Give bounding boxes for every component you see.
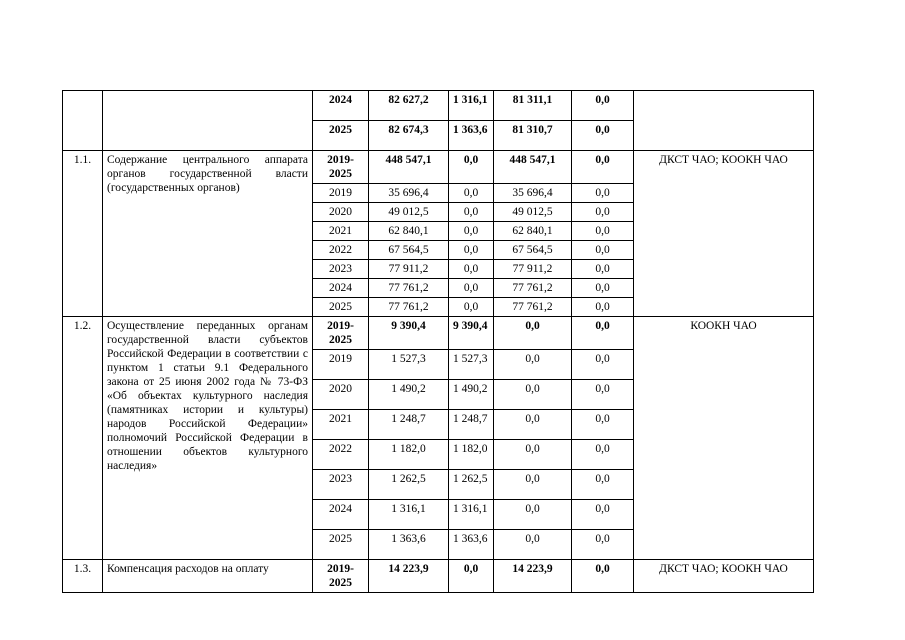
year-cell: 2025 (313, 530, 369, 560)
regional-cell: 67 564,5 (494, 241, 572, 260)
other-cell: 0,0 (572, 317, 634, 350)
regional-cell: 81 311,1 (494, 91, 572, 121)
other-cell: 0,0 (572, 241, 634, 260)
other-cell: 0,0 (572, 500, 634, 530)
year-cell: 2023 (313, 260, 369, 279)
section-number: 1.1. (63, 151, 103, 317)
total-cell: 35 696,4 (369, 184, 449, 203)
section-description: Осуществление переданных органам государственной власти субъектов Российской Федерации в соответствии с пунктом 1 статьи 9.1 Федерального закона от 25 июня 2002 года № 73-ФЗ «Об объектах культурного наследия (памятниках истории и культуры) народов Российской Федерации» полномочий Российской Федерации в отношении объектов культурного наследия» (103, 317, 313, 560)
responsible-cell (634, 91, 814, 151)
other-cell: 0,0 (572, 350, 634, 380)
federal-cell: 1 248,7 (449, 410, 494, 440)
year-cell: 2022 (313, 440, 369, 470)
year-cell: 2019 (313, 184, 369, 203)
regional-cell: 0,0 (494, 440, 572, 470)
table-row (63, 91, 814, 121)
responsible-cell: ДКСТ ЧАО; КООКН ЧАО (634, 560, 814, 593)
other-cell: 0,0 (572, 121, 634, 151)
regional-cell: 77 761,2 (494, 279, 572, 298)
federal-cell: 0,0 (449, 279, 494, 298)
section-number: 1.3. (63, 560, 103, 593)
responsible-cell: КООКН ЧАО (634, 317, 814, 560)
total-cell: 1 248,7 (369, 410, 449, 440)
total-cell: 1 316,1 (369, 500, 449, 530)
year-cell: 2020 (313, 203, 369, 222)
year-cell: 2022 (313, 241, 369, 260)
federal-cell: 1 490,2 (449, 380, 494, 410)
year-cell: 2024 (313, 91, 369, 121)
total-cell: 77 761,2 (369, 298, 449, 317)
total-cell: 1 262,5 (369, 470, 449, 500)
other-cell: 0,0 (572, 203, 634, 222)
year-cell: 2025 (313, 121, 369, 151)
year-cell: 2024 (313, 500, 369, 530)
table-row (63, 317, 814, 350)
section-description: Компенсация расходов на оплату (103, 560, 313, 593)
other-cell: 0,0 (572, 91, 634, 121)
other-cell: 0,0 (572, 298, 634, 317)
other-cell: 0,0 (572, 184, 634, 203)
other-cell: 0,0 (572, 470, 634, 500)
federal-cell: 1 316,1 (449, 91, 494, 121)
year-cell: 2019 (313, 350, 369, 380)
total-cell: 14 223,9 (369, 560, 449, 593)
year-cell: 2024 (313, 279, 369, 298)
regional-cell: 448 547,1 (494, 151, 572, 184)
year-cell: 2021 (313, 410, 369, 440)
federal-cell: 0,0 (449, 151, 494, 184)
row-number (63, 91, 103, 151)
year-cell: 2020 (313, 380, 369, 410)
federal-cell: 1 182,0 (449, 440, 494, 470)
federal-cell: 0,0 (449, 260, 494, 279)
year-cell: 2019-2025 (313, 151, 369, 184)
total-cell: 82 674,3 (369, 121, 449, 151)
year-cell: 2023 (313, 470, 369, 500)
budget-table (62, 90, 814, 593)
year-cell: 2019-2025 (313, 560, 369, 593)
table-row (63, 560, 814, 593)
year-cell: 2025 (313, 298, 369, 317)
other-cell: 0,0 (572, 222, 634, 241)
other-cell: 0,0 (572, 560, 634, 593)
year-cell: 2021 (313, 222, 369, 241)
total-cell: 62 840,1 (369, 222, 449, 241)
regional-cell: 0,0 (494, 500, 572, 530)
other-cell: 0,0 (572, 410, 634, 440)
federal-cell: 0,0 (449, 241, 494, 260)
federal-cell: 1 363,6 (449, 121, 494, 151)
federal-cell: 0,0 (449, 298, 494, 317)
federal-cell: 0,0 (449, 184, 494, 203)
federal-cell: 0,0 (449, 560, 494, 593)
regional-cell: 0,0 (494, 350, 572, 380)
total-cell: 67 564,5 (369, 241, 449, 260)
federal-cell: 0,0 (449, 222, 494, 241)
regional-cell: 81 310,7 (494, 121, 572, 151)
total-cell: 49 012,5 (369, 203, 449, 222)
row-description (103, 91, 313, 151)
regional-cell: 0,0 (494, 530, 572, 560)
total-cell: 77 761,2 (369, 279, 449, 298)
federal-cell: 1 316,1 (449, 500, 494, 530)
section-description: Содержание центрального аппарата органов государственной власти (государственных органов) (103, 151, 313, 317)
total-cell: 9 390,4 (369, 317, 449, 350)
regional-cell: 14 223,9 (494, 560, 572, 593)
regional-cell: 62 840,1 (494, 222, 572, 241)
federal-cell: 1 363,6 (449, 530, 494, 560)
federal-cell: 0,0 (449, 203, 494, 222)
other-cell: 0,0 (572, 260, 634, 279)
total-cell: 1 490,2 (369, 380, 449, 410)
regional-cell: 35 696,4 (494, 184, 572, 203)
other-cell: 0,0 (572, 151, 634, 184)
regional-cell: 0,0 (494, 317, 572, 350)
other-cell: 0,0 (572, 380, 634, 410)
other-cell: 0,0 (572, 440, 634, 470)
regional-cell: 0,0 (494, 380, 572, 410)
federal-cell: 9 390,4 (449, 317, 494, 350)
other-cell: 0,0 (572, 279, 634, 298)
total-cell: 77 911,2 (369, 260, 449, 279)
section-number: 1.2. (63, 317, 103, 560)
year-cell: 2019-2025 (313, 317, 369, 350)
regional-cell: 0,0 (494, 470, 572, 500)
responsible-cell: ДКСТ ЧАО; КООКН ЧАО (634, 151, 814, 317)
regional-cell: 0,0 (494, 410, 572, 440)
federal-cell: 1 527,3 (449, 350, 494, 380)
total-cell: 448 547,1 (369, 151, 449, 184)
total-cell: 1 527,3 (369, 350, 449, 380)
regional-cell: 77 761,2 (494, 298, 572, 317)
total-cell: 1 182,0 (369, 440, 449, 470)
regional-cell: 77 911,2 (494, 260, 572, 279)
other-cell: 0,0 (572, 530, 634, 560)
regional-cell: 49 012,5 (494, 203, 572, 222)
total-cell: 82 627,2 (369, 91, 449, 121)
table-row (63, 151, 814, 184)
federal-cell: 1 262,5 (449, 470, 494, 500)
total-cell: 1 363,6 (369, 530, 449, 560)
